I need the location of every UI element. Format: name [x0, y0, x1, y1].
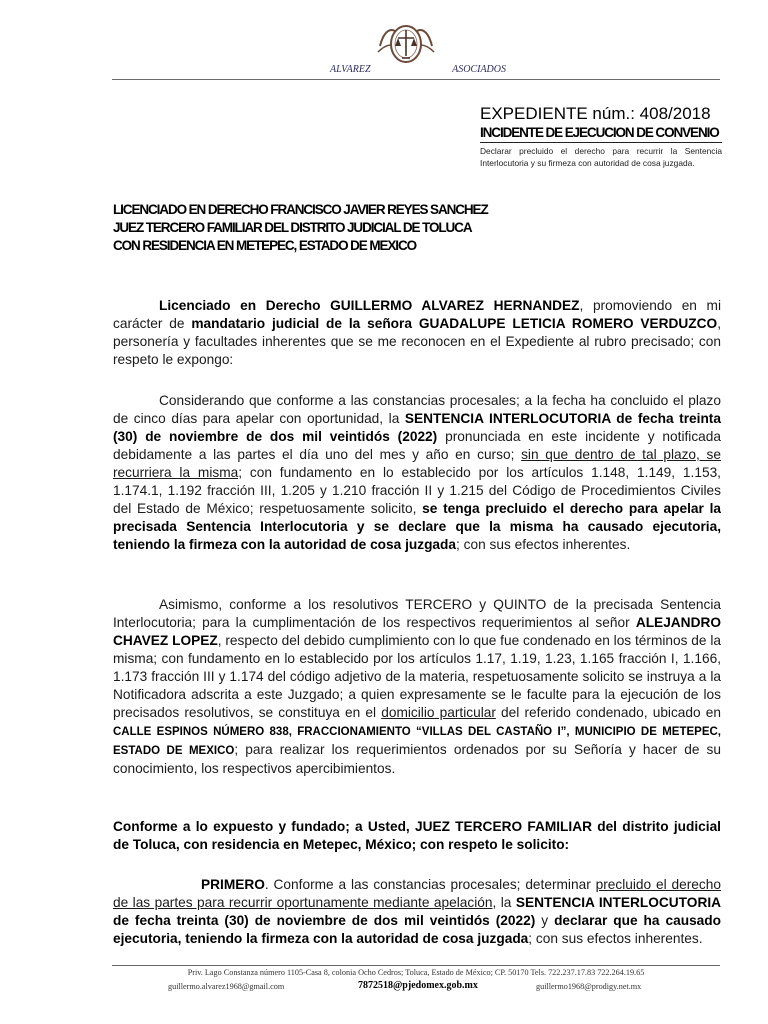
paragraph-petition-intro: Conforme a lo expuesto y fundado; a Usted, JUEZ TERCERO FAMILIAR del distrito judicial de Toluca, con residencia en Metepec, México; con respeto le solicito:	[113, 819, 721, 852]
firm-name	[330, 64, 510, 78]
case-number: EXPEDIENTE núm.: 408/2018	[480, 104, 711, 123]
header-rule	[112, 79, 720, 80]
footer-address: Priv. Lago Constanza número 1105-Casa 8, colonia Ocho Cedros; Toluca, Estado de México; CP. 50170 Tels. 722.237.17.83 722.264.19.65	[187, 968, 645, 977]
addressee-line-3: CON RESIDENCIA EN METEPEC, ESTADO DE MEXICO	[113, 238, 416, 253]
law-firm-crest-icon	[374, 16, 438, 68]
firm-name-right: ASOCIADOS	[452, 64, 506, 75]
sentence-reference: SENTENCIA INTERLOCUTORIA de fecha treinta (30) de noviembre de dos mil veintidós (2022)	[113, 411, 721, 444]
paragraph-primero: PRIMERO. Conforme a las constancias procesales; determinar precluido el derecho de las partes para recurrir oportunamente mediante apelación, la SENTENCIA INTERLOCUTORIA de fecha treinta (30) de noviembre de dos mil veintidós (2022) y declarar que ha causado ejecutoria, teniendo la firmeza con la autoridad de cosa juzgada; con sus efectos inherentes.	[113, 877, 722, 946]
request-preclusion: se tenga precluido el derecho para apelar la precisada Sentencia Interlocutoria y se declare que la misma ha causado ejecutoria, teniendo la firmeza con la autoridad de cosa juzgada	[113, 501, 722, 552]
defendant-address: CALLE ESPINOS NÚMERO 838, FRACCIONAMIENTO “VILLAS DEL CASTAÑO I”, MUNICIPIO DE METEPEC, ESTADO DE MEXICO	[113, 726, 721, 757]
addressee-line-2: JUEZ TERCERO FAMILIAR DEL DISTRITO JUDICIAL DE TOLUCA	[113, 220, 472, 235]
primero-label: PRIMERO	[201, 877, 265, 892]
footer-rule	[112, 965, 720, 966]
footer-email-prodigy: guillermo1968@prodigy.net.mx	[536, 982, 642, 991]
footer-contacts	[112, 980, 720, 994]
case-description: Declarar precluido el derecho para recurrir la Sentencia Interlocutoria y su firmeza con autoridad de cosa juzgada.	[480, 146, 722, 168]
paragraph-considerations: Considerando que conforme a las constancias procesales; a la fecha ha concluido el plazo de cinco días para apelar con oportunidad, la SENTENCIA INTERLOCUTORIA de fecha treinta (30) de noviembre de dos mil veintidós (2022) pronunciada en este incidente y notificada debidamente a las partes el día uno del mes y año en curso; sin que dentro de tal plazo, se recurriera la misma; con fundamento en lo establecido por los artículos 1.148, 1.149, 1.153, 1.174.1, 1.192 fracción III, 1.205 y 1.210 fracción II y 1.215 del Código de Procedimientos Civiles del Estado de México; respetuosamente solicito, se tenga precluido el derecho para apelar la precisada Sentencia Interlocutoria y se declare que la misma ha causado ejecutoria, teniendo la firmeza con la autoridad de cosa juzgada; con sus efectos inherentes.	[113, 393, 722, 552]
addressee-line-1: LICENCIADO EN DERECHO FRANCISCO JAVIER REYES SANCHEZ	[113, 202, 488, 217]
firm-name-left: ALVAREZ	[330, 64, 371, 75]
paragraph-requirements: Asimismo, conforme a los resolutivos TERCERO y QUINTO de la precisada Sentencia Interlocutoria; para la cumplimentación de los respectivos requerimientos al señor ALEJANDRO CHAVEZ LOPEZ, respecto del debido cumplimiento con lo que fue condenado en los términos de la misma; con fundamento en lo establecido por los artículos 1.17, 1.19, 1.23, 1.165 fracción I, 1.166, 1.173 fracción III y 1.174 del código adjetivo de la materia, respetuosamente solicito se instruya a la Notificadora adscrita a este Juzgado; a quien expresamente se le faculte para la ejecución de los precisados resolutivos, se constituya en el domicilio particular del referido condenado, ubicado en CALLE ESPINOS NÚMERO 838, FRACCIONAMIENTO “VILLAS DEL CASTAÑO I”, MUNICIPIO DE METEPEC, ESTADO DE MEXICO; para realizar los requerimientos ordenados por su Señoría y hacer de su conocimiento, los respectivos apercibimientos.	[113, 597, 722, 776]
defendant-name: ALEJANDRO CHAVEZ LOPEZ	[113, 615, 721, 648]
paragraph-introduction: Licenciado en Derecho GUILLERMO ALVAREZ HERNANDEZ, promoviendo en mi carácter de mandatario judicial de la señora GUADALUPE LETICIA ROMERO VERDUZCO, personería y facultades inherentes que se me reconocen en el Expediente al rubro precisado; con respeto le expongo:	[113, 298, 721, 367]
footer-email-pjedomex: 7872518@pjedomex.gob.mx	[358, 980, 478, 991]
footer-email-gmail: guillermo.alvarez1968@gmail.com	[168, 982, 285, 991]
incident-title: INCIDENTE DE EJECUCION DE CONVENIO	[480, 125, 719, 140]
promoter-name: Licenciado en Derecho GUILLERMO ALVAREZ HERNANDEZ	[159, 298, 580, 313]
client-name: mandatario judicial de la señora GUADALUPE LETICIA ROMERO VERDUZCO	[191, 316, 718, 331]
case-rule	[480, 142, 722, 143]
